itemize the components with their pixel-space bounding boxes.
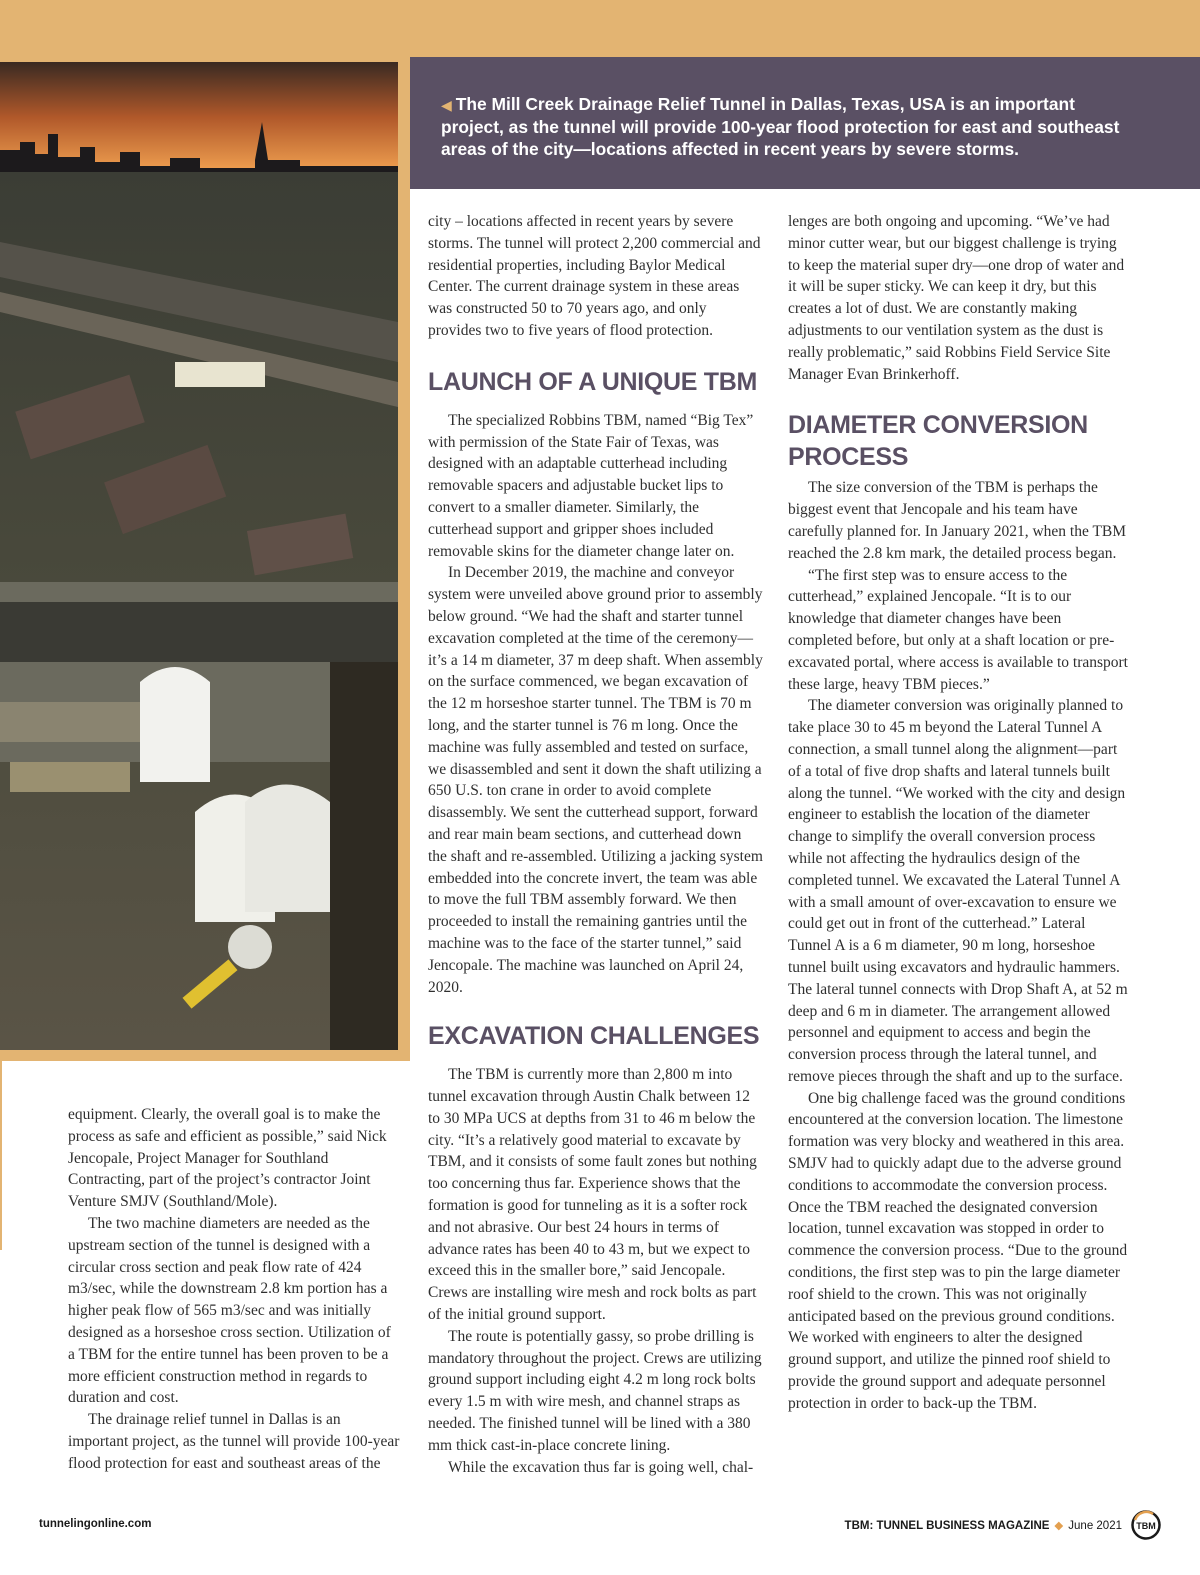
caption-arrow-icon: ◀ bbox=[441, 97, 452, 113]
paragraph: One big challenge faced was the ground conditions encountered at the conversion location. The limestone formation was very blocky and weathered in this area. SMJV had to quickly adapt due to the adverse ground conditions to accommodate the conversion process. Once the TBM reached the designated conversion location, tunnel excavation was stopped in order to commence the conversion process. “Due to the ground conditions, the first step was to pin the large diameter roof shield to the crown. This was not originally anticipated based on the previous ground conditions. We worked with engineers to alter the designed ground support, and utilize the pinned roof shield to provide the ground support and adequate personnel protection in order to back-up the TBM. bbox=[788, 1089, 1128, 1412]
paragraph: The size conversion of the TBM is perhaps the biggest event that Jencopale and his team have carefully planned for. In January 2021, when the TBM reached the 2.8 km mark, the detailed process began. bbox=[788, 479, 1127, 562]
footer-magazine-name: TBM: TUNNEL BUSINESS MAGAZINE bbox=[844, 1520, 1050, 1532]
footer-date: June 2021 bbox=[1068, 1520, 1122, 1532]
paragraph: In December 2019, the machine and conveyor system were unveiled above ground prior to assembly below ground. “We had the shaft and starter tunnel excavation completed at the time of the ceremony—it’s a 14 m diameter, 37 m deep shaft. When assembly on the surface commenced, we began excavation of the 12 m horseshoe starter tunnel. The TBM is 70 m long, and the starter tunnel is 76 m long. Once the machine was fully assembled and tested on surface, we disassembled and sent it down the shaft utilizing a 650 U.S. ton crane in order to avoid complete disassembly. We sent the cutterhead support, forward and rear main beam sections, and cutterhead down the shaft and re-assembled. Utilizing a jacking system embedded into the concrete invert, the team was able to move the full TBM assembly forward. We then proceeded to install the remaining gantries until the machine was to the face of the starter tunnel,” said Jencopale. The machine was launched on April 24, 2020. bbox=[428, 564, 763, 996]
aerial-night-construction-site-photo bbox=[0, 62, 398, 1050]
paragraph: The diameter conversion was originally planned to take place 30 to 45 m beyond the Lateral Tunnel A connection, a small tunnel along the alignment—part of a total of five drop shafts and lateral tunnels built along the tunnel. “We worked with the city and design engineer to establish the location of the diameter change to simplify the overall conversion process while not affecting the hydraulics design of the completed tunnel. We excavated the Lateral Tunnel A with a small amount of over-excavation to ensure we could get out in front of the cutterhead.” Lateral Tunnel A is a 6 m diameter, 90 m long, horseshoe tunnel built using excavators and hydraulic hammers. The lateral tunnel connects with Drop Shaft A, at 52 m deep and 6 m in diameter. The arrangement allowed personnel and equipment to access and begin the conversion process through the lateral tunnel, and remove pieces through the shaft and up to the surface. bbox=[788, 697, 1128, 1085]
left-accent-rule bbox=[0, 1060, 2, 1250]
paragraph: city – locations affected in recent years by severe storms. The tunnel will protect 2,200 commercial and residential properties, including Baylor Medical Center. The current drainage system in these areas was constructed 50 to 70 years ago, and only provides two to five years of flood protection. bbox=[428, 213, 761, 339]
logo-text: TBM bbox=[1136, 1521, 1156, 1531]
caption-text: The Mill Creek Drainage Relief Tunnel in Dallas, Texas, USA is an important project, as the tunnel will provide 100-year flood protection for east and southeast areas of the city—locations affected in recent years by severe storms. bbox=[441, 94, 1120, 159]
paragraph: The two machine diameters are needed as the upstream section of the tunnel is designed with a circular cross section and peak flow rate of 424 m3/sec, while the downstream 2.8 km portion has a higher peak flow of 565 m3/sec and was initially designed as a horseshoe cross section. Utilization of a TBM for the entire tunnel has been proven to be a more efficient construction method in regards to duration and cost. bbox=[68, 1214, 391, 1407]
spacer bbox=[428, 998, 763, 1020]
photo-caption bbox=[410, 57, 1200, 189]
section-heading: LAUNCH OF A UNIQUE TBM bbox=[428, 367, 758, 396]
paragraph: “The first step was to ensure access to the cutterhead,” explained Jencopale. “It is to our knowledge that diameter changes have been completed before, but only at a shaft location or pre-excavated portal, where access is available to transport these large, heavy TBM pieces.” bbox=[788, 566, 1128, 693]
paragraph: The drainage relief tunnel in Dallas is an important project, as the tunnel will provide 100-year flood protection for east and southeast areas of the bbox=[68, 1411, 400, 1472]
column-3 bbox=[788, 211, 1128, 1415]
paragraph: The route is potentially gassy, so probe drilling is mandatory throughout the project. Crews are utilizing ground support including eight 4.2 m long rock bolts every 1.5 m with wire mesh, and channel straps as needed. The finished tunnel will be lined with a 380 mm thick cast-in-place concrete lining. bbox=[428, 1327, 762, 1454]
top-color-band bbox=[0, 0, 1200, 57]
section-heading: DIAMETER CONVERSION PROCESS bbox=[788, 411, 1088, 472]
paragraph: lenges are both ongoing and upcoming. “We’ve had minor cutter wear, but our biggest challenge is trying to keep the material super dry—one drop of water and it will be super sticky. We can keep it dry, but this creates a lot of dust. We are constantly making adjustments to our ventilation system as the dust is really problematic,” said Robbins Field Service Site Manager Evan Brinkerhoff. bbox=[788, 213, 1125, 383]
tbm-logo-icon bbox=[1131, 1510, 1161, 1540]
column-1 bbox=[68, 1104, 400, 1475]
footer-publication bbox=[845, 1518, 1122, 1532]
column-2 bbox=[428, 211, 763, 1478]
bullet-icon: ◆ bbox=[1054, 1520, 1064, 1532]
paragraph: The TBM is currently more than 2,800 m into tunnel excavation through Austin Chalk between 12 to 30 MPa UCS at depths from 31 to 46 m below the city. “It’s a relatively good material to excavate by TBM, and it consists of some fault zones but nothing too concerning thus far. Experience shows that the formation is good for tunneling as it is a softer rock and not abrasive. Our best 24 hours in terms of advance rates has been 40 to 43 m, but we expect to exceed this in the smaller bore,” said Jencopale. Crews are installing wire mesh and rock bolts as part of the initial ground support. bbox=[428, 1066, 757, 1324]
section-heading: EXCAVATION CHALLENGES bbox=[428, 1022, 760, 1051]
paragraph: The specialized Robbins TBM, named “Big Tex” with permission of the State Fair of Texas, was designed with an adaptable cutterhead including removable spacers and adjustable bucket lips to convert to a smaller diameter. Similarly, the cutterhead support and gripper shoes included removable skins for the diameter change later on. bbox=[428, 411, 754, 560]
footer-website: tunnelingonline.com bbox=[39, 1518, 152, 1530]
paragraph: equipment. Clearly, the overall goal is to make the process as safe and efficient as possible,” said Nick Jencopale, Project Manager for Southland Contracting, part of the project’s contractor Joint Venture SMJV (Southland/Mole). bbox=[68, 1106, 387, 1211]
paragraph: While the excavation thus far is going well, chal- bbox=[448, 1458, 754, 1476]
